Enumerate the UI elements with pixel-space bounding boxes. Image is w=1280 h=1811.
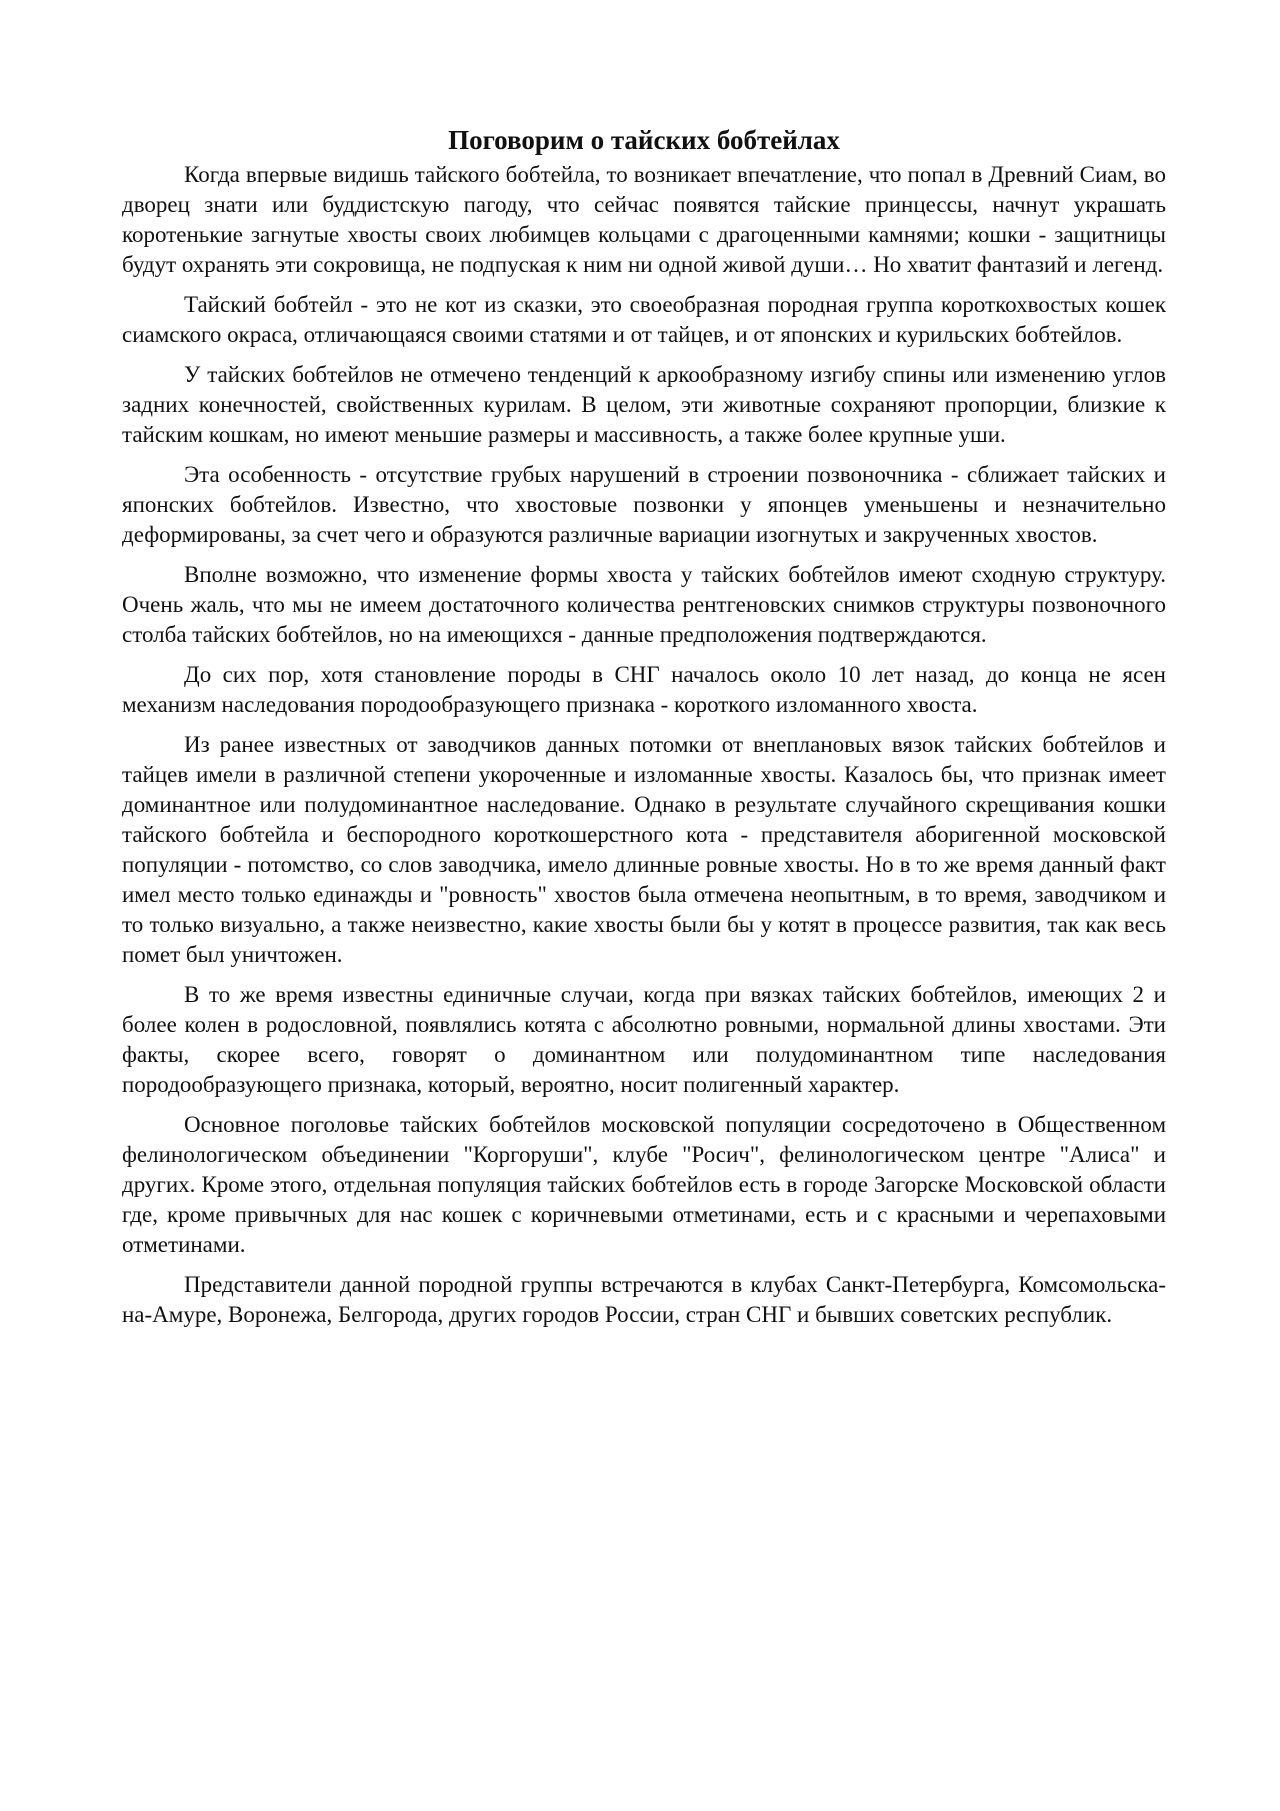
paragraph-7: Из ранее известных от заводчиков данных потомки от внеплановых вязок тайских бобтейлов и тайцев имели в различной степени укороченные и изломанные хвосты. Казалось бы, что признак имеет доминантное или полудоминантное наследование. Однако в результате случайного скрещивания кошки тайского бобтейла и беспородного короткошерстного кота - представителя аборигенной московской популяции - потомство, со слов заводчика, имело длинные ровные хвосты. Но в то же время данный факт имел место только единажды и "ровность" хвостов была отмечена неопытным, в то время, заводчиком и то только визуально, а также неизвестно, какие хвосты были бы у котят в процессе развития, так как весь помет был уничтожен. (122, 732, 1166, 967)
paragraph-3: У тайских бобтейлов не отмечено тенденций к аркообразному изгибу спины или изменению углов задних конечностей, свойственных курилам. В целом, эти животные сохраняют пропорции, близкие к тайским кошкам, но имеют меньшие размеры и массивность, а также более крупные уши. (122, 362, 1166, 447)
paragraph-10: Представители данной породной группы встречаются в клубах Санкт-Петербурга, Комсомольска-на-Амуре, Воронежа, Белгорода, других городов России, стран СНГ и бывших советских республик. (122, 1272, 1166, 1327)
page-title: Поговорим о тайских бобтейлах (448, 125, 840, 155)
paragraph-1: Когда впервые видишь тайского бобтейла, то возникает впечатление, что попал в Древний Сиам, во дворец знати или буддистскую пагоду, что сейчас появятся тайские принцессы, начнут украшать коротенькие загнутые хвосты своих любимцев кольцами с драгоценными камнями; кошки - защитницы будут охранять эти сокровища, не подпуская к ним ни одной живой души… Но хватит фантазий и легенд. (122, 162, 1166, 277)
document-page (122, 120, 1166, 1340)
paragraph-8: В то же время известны единичные случаи, когда при вязках тайских бобтейлов, имеющих 2 и более колен в родословной, появлялись котята с абсолютно ровными, нормальной длины хвостами. Эти факты, скорее всего, говорят о доминантном или полудоминантном типе наследования породообразующего признака, который, вероятно, носит полигенный характер. (122, 982, 1166, 1097)
paragraph-4: Эта особенность - отсутствие грубых нарушений в строении позвоночника - сближает тайских и японских бобтейлов. Известно, что хвостовые позвонки у японцев уменьшены и незначительно деформированы, за счет чего и образуются различные вариации изогнутых и закрученных хвостов. (122, 462, 1166, 547)
paragraph-2: Тайский бобтейл - это не кот из сказки, это своеобразная породная группа короткохвостых кошек сиамского окраса, отличающаяся своими статями и от тайцев, и от японских и курильских бобтейлов. (122, 292, 1166, 347)
paragraph-6: До сих пор, хотя становление породы в СНГ началось около 10 лет назад, до конца не ясен механизм наследования породообразующего признака - короткого изломанного хвоста. (122, 662, 1166, 717)
paragraph-9: Основное поголовье тайских бобтейлов московской популяции сосредоточено в Общественном фелинологическом объединении "Коргоруши", клубе "Росич", фелинологическом центре "Алиса" и других. Кроме этого, отдельная популяция тайских бобтейлов есть в городе Загорске Московской области где, кроме привычных для нас кошек с коричневыми отметинами, есть и с красными и черепаховыми отметинами. (122, 1112, 1166, 1257)
paragraph-5: Вполне возможно, что изменение формы хвоста у тайских бобтейлов имеют сходную структуру. Очень жаль, что мы не имеем достаточного количества рентгеновских снимков структуры позвоночного столба тайских бобтейлов, но на имеющихся - данные предположения подтверждаются. (122, 562, 1166, 647)
